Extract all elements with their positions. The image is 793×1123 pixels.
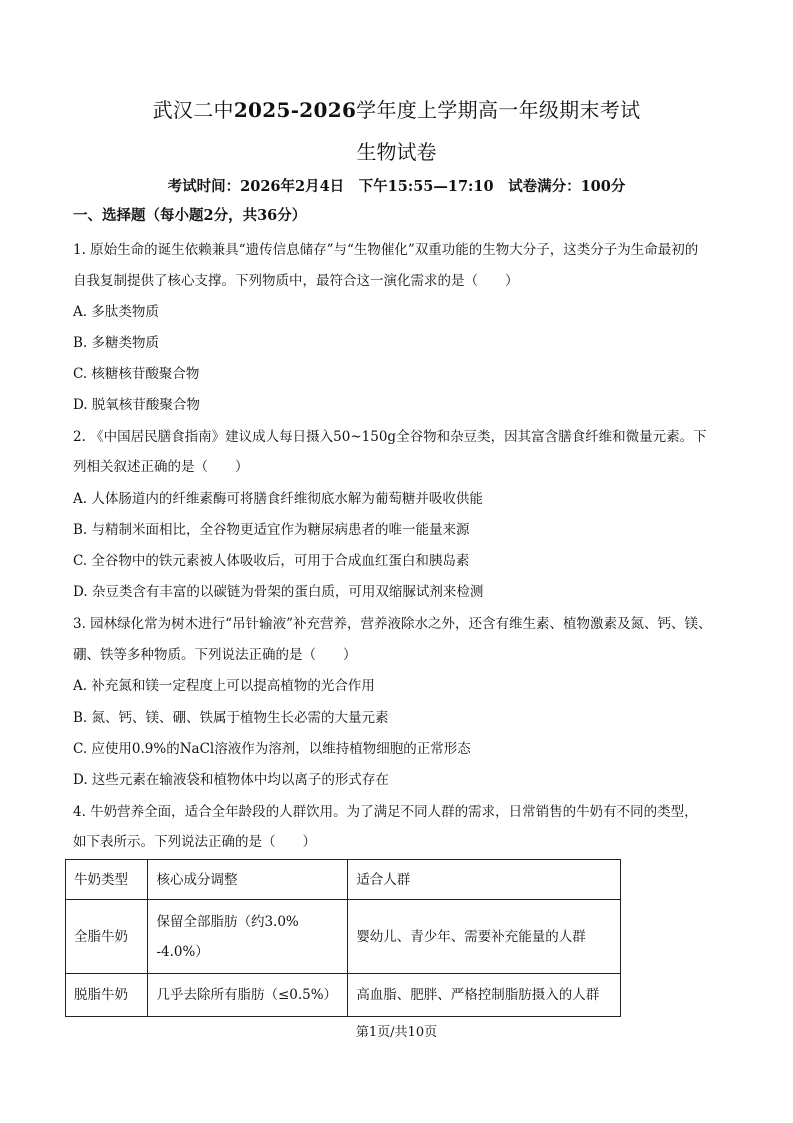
q2-stem-line-2: 列相关叙述正确的是（ ） — [73, 459, 249, 475]
q4-stem-line-1: 4. 牛奶营养全面，适合全年龄段的人群饮用。为了满足不同人群的需求，日常销售的牛奶有不同的类型， — [73, 804, 698, 820]
exam-info: 考试时间：2026年2月4日 下午15:55—17:10 试卷满分：100分 — [167, 178, 626, 195]
table-cell-adjust-line-2: -4.0%） — [156, 943, 209, 960]
q1-stem-line-2: 自我复制提供了核心支撑。下列物质中，最符合这一演化需求的是（ ） — [73, 273, 519, 289]
section-heading: 一、选择题（每小题2分，共36分） — [73, 207, 307, 224]
table-row — [66, 974, 621, 1017]
table-cell-adjust-line-1: 保留全部脂肪（约3.0% — [156, 913, 299, 930]
page-title — [0, 95, 793, 125]
subject-title: 生物试卷 — [356, 140, 437, 164]
q2-option-c: C. 全谷物中的铁元素被人体吸收后，可用于合成血红蛋白和胰岛素 — [73, 553, 470, 569]
q1-option-c: C. 核糖核苷酸聚合物 — [73, 366, 200, 382]
q2-option-d: D. 杂豆类含有丰富的以碳链为骨架的蛋白质，可用双缩脲试剂来检测 — [73, 584, 484, 600]
table-cell-people: 婴幼儿、青少年、需要补充能量的人群 — [348, 900, 621, 974]
q3-stem-line-2: 硼、铁等多种物质。下列说法正确的是（ ） — [73, 647, 357, 663]
q3-option-b: B. 氮、钙、镁、硼、铁属于植物生长必需的大量元素 — [73, 710, 389, 726]
q1-option-a: A. 多肽类物质 — [73, 304, 159, 320]
table-cell-adjust — [148, 900, 348, 974]
table-row — [66, 900, 621, 974]
page-number: 第1页/共10页 — [355, 1025, 438, 1040]
title-school: 武汉二中 — [152, 98, 234, 122]
table-cell-people: 高血脂、肥胖、严格控制脂肪摄入的人群 — [348, 974, 621, 1017]
q4-stem-line-2: 如下表所示。下列说法正确的是（ ） — [73, 834, 316, 850]
q1-option-b: B. 多糖类物质 — [73, 335, 160, 351]
table-header-cell: 核心成分调整 — [148, 860, 348, 900]
q3-option-d: D. 这些元素在输液袋和植物体中均以离子的形式存在 — [73, 772, 389, 788]
table-header-row — [66, 860, 621, 900]
title-years: 2025-2026 — [233, 98, 357, 122]
q3-option-c: C. 应使用0.9%的NaCl溶液作为溶剂，以维持植物细胞的正常形态 — [73, 741, 471, 757]
table-cell-adjust: 几乎去除所有脂肪（≤0.5%） — [148, 974, 348, 1017]
milk-table — [65, 859, 621, 1017]
table-cell-type: 脱脂牛奶 — [66, 974, 148, 1017]
table-cell-type: 全脂牛奶 — [66, 900, 148, 974]
title-exam: 学年度上学期高一年级期末考试 — [356, 98, 641, 122]
q3-stem-line-1: 3. 园林绿化常为树木进行“吊针输液”补充营养，营养液除水之外，还含有维生素、植物激素及氮、钙、镁、 — [73, 616, 712, 632]
q2-option-a: A. 人体肠道内的纤维素酶可将膳食纤维彻底水解为葡萄糖并吸收供能 — [73, 491, 483, 507]
table-header-cell: 牛奶类型 — [66, 860, 148, 900]
table-header-cell: 适合人群 — [348, 860, 621, 900]
q3-option-a: A. 补充氮和镁一定程度上可以提高植物的光合作用 — [73, 678, 375, 694]
q1-stem-line-1: 1. 原始生命的诞生依赖兼具“遗传信息储存”与“生物催化”双重功能的生物大分子，这类分子为生命最初的 — [73, 242, 699, 258]
q1-option-d: D. 脱氧核苷酸聚合物 — [73, 397, 200, 413]
q2-stem-line-1: 2. 《中国居民膳食指南》建议成人每日摄入50~150g全谷物和杂豆类，因其富含膳食纤维和微量元素。下 — [73, 429, 707, 445]
q2-option-b: B. 与精制米面相比，全谷物更适宜作为糖尿病患者的唯一能量来源 — [73, 522, 470, 538]
